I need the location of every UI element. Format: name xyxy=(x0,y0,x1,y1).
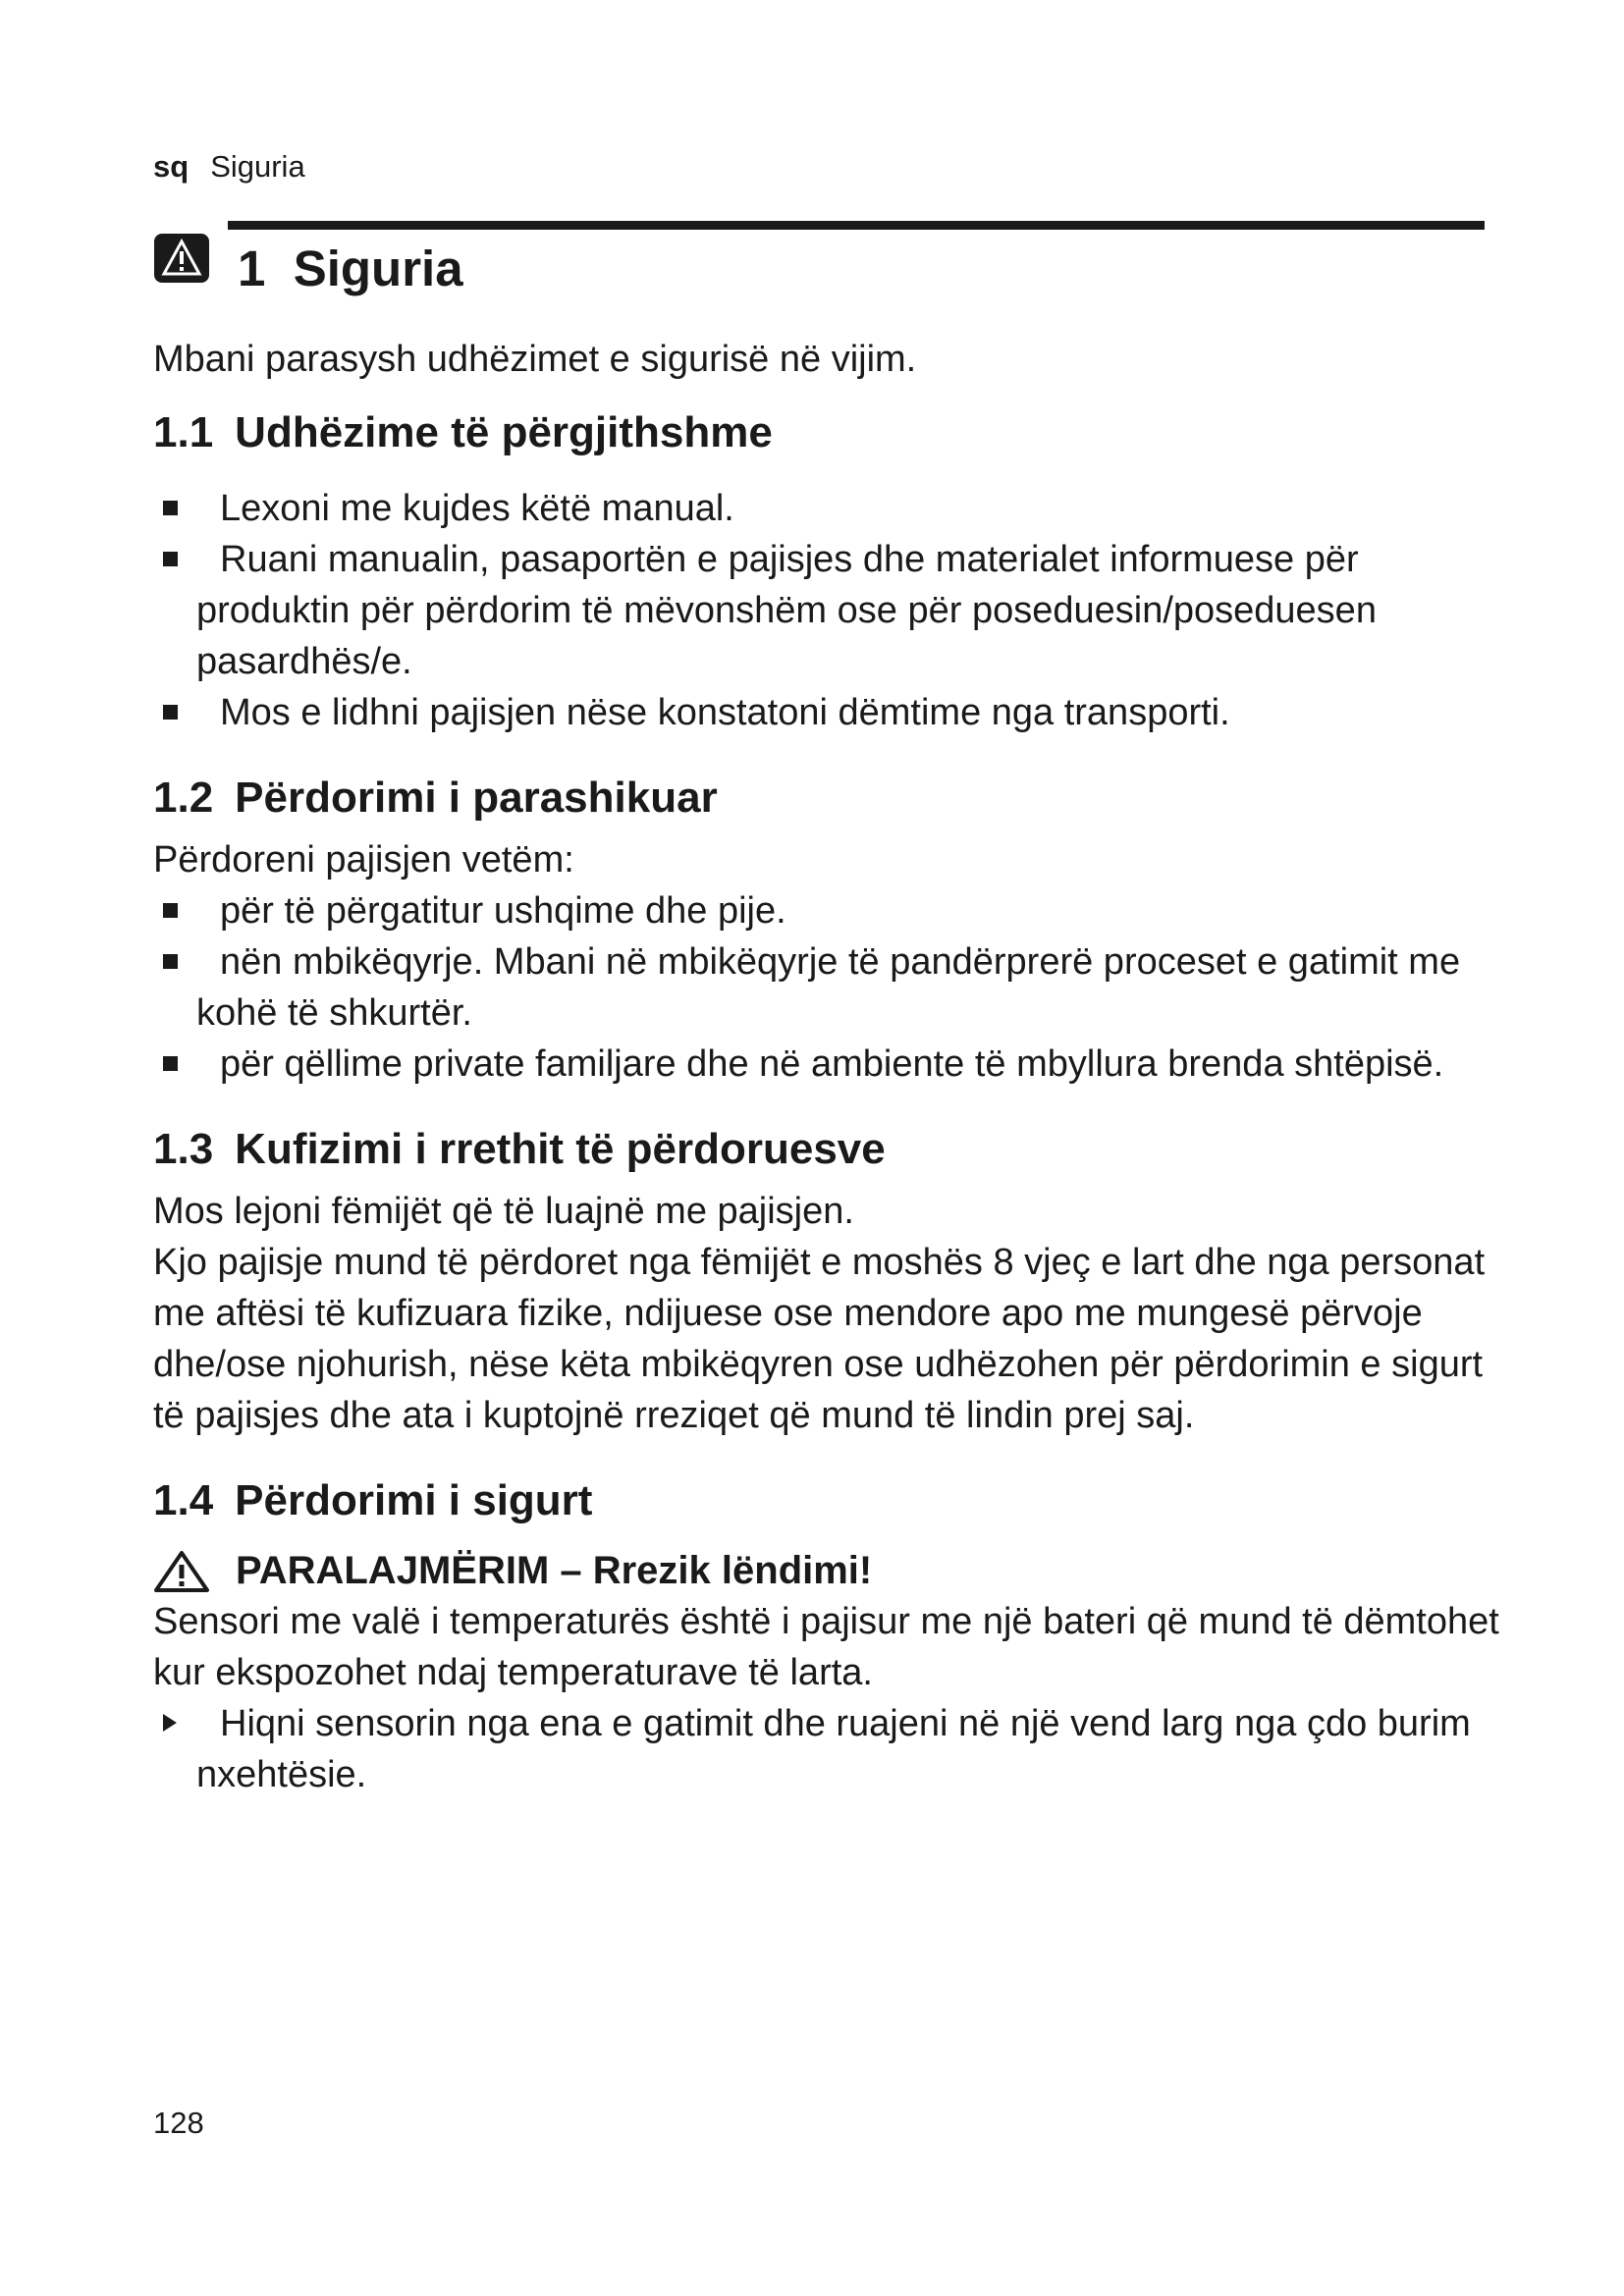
running-header xyxy=(153,149,305,185)
list-item-text: Mos e lidhni pajisjen nëse konstatoni dëmtime nga transporti. xyxy=(220,692,1230,733)
square-bullet-icon xyxy=(163,903,178,918)
section-number: 1.2 xyxy=(153,774,214,822)
page-content xyxy=(153,334,1508,1800)
action-step xyxy=(153,1698,1508,1800)
bullet-list xyxy=(153,885,1508,1090)
list-item xyxy=(153,885,1508,936)
list-item xyxy=(153,483,1508,534)
section-number: 1.1 xyxy=(153,408,214,456)
paragraph: Mos lejoni fëmijët që të luajnë me pajisjen. xyxy=(153,1191,854,1232)
language-code: sq xyxy=(153,149,189,184)
section-lead: Përdoreni pajisjen vetëm: xyxy=(153,839,574,881)
warning-text: Sensori me valë i temperaturës është i pajisur me një bateri që mund të dëmtohet kur ekspozohet ndaj temperaturave të larta. xyxy=(153,1601,1499,1693)
list-item xyxy=(153,936,1508,1039)
square-bullet-icon xyxy=(163,1056,178,1071)
section-heading xyxy=(153,772,1508,825)
square-bullet-icon xyxy=(163,552,178,566)
warning-heading xyxy=(153,1545,1508,1596)
section-number: 1.3 xyxy=(153,1125,214,1173)
section-title: Përdorimi i sigurt xyxy=(235,1476,593,1524)
chapter-title: 1 Siguria xyxy=(238,240,463,296)
section-title: Kufizimi i rrethit të përdoruesve xyxy=(235,1125,886,1173)
list-item-text: për qëllime private familjare dhe në ambiente të mbyllura brenda shtëpisë. xyxy=(220,1043,1444,1085)
list-item xyxy=(153,534,1508,687)
page-number: 128 xyxy=(153,2106,204,2140)
running-header-title: Siguria xyxy=(210,149,305,184)
section-heading xyxy=(153,406,1508,459)
bullet-list xyxy=(153,483,1508,738)
warning-triangle-icon xyxy=(153,233,210,284)
arrow-bullet-icon xyxy=(163,1714,177,1732)
section-title: Udhëzime të përgjithshme xyxy=(235,408,773,456)
warning-triangle-icon xyxy=(153,1550,210,1593)
list-item-text: Ruani manualin, pasaportën e pajisjes dhe materialet informuese për produktin për përdorim të mëvonshëm ose për poseduesin/poseduesen pasardhës/e. xyxy=(196,539,1377,682)
action-step-text: Hiqni sensorin nga ena e gatimit dhe ruajeni në një vend larg nga çdo burim nxehtësie. xyxy=(196,1703,1471,1795)
section-heading xyxy=(153,1123,1508,1176)
intro-text: Mbani parasysh udhëzimet e sigurisë në vijim. xyxy=(153,339,917,380)
list-item-text: për të përgatitur ushqime dhe pije. xyxy=(220,890,786,932)
square-bullet-icon xyxy=(163,501,178,515)
list-item xyxy=(153,1039,1508,1090)
paragraph: Kjo pajisje mund të përdoret nga fëmijët e moshës 8 vjeç e lart dhe nga personat me aftësi të kufizuara fizike, ndijuese ose mendore apo me mungesë përvoje dhe/ose njohurish, nëse këta mbikëqyren ose udhëzohen për përdorimin e sigurt të pajisjes dhe ata i kuptojnë rreziqet që mund të lindin prej saj. xyxy=(153,1242,1486,1436)
list-item xyxy=(153,687,1508,738)
section-number: 1.4 xyxy=(153,1476,214,1524)
list-item-text: nën mbikëqyrje. Mbani në mbikëqyrje të pandërprerë proceset e gatimit me kohë të shkurtër. xyxy=(196,941,1461,1034)
square-bullet-icon xyxy=(163,954,178,969)
section-heading xyxy=(153,1474,1508,1527)
list-item-text: Lexoni me kujdes këtë manual. xyxy=(220,488,734,529)
warning-title: PARALAJMËRIM – Rrezik lëndimi! xyxy=(236,1549,873,1592)
section-title: Përdorimi i parashikuar xyxy=(235,774,718,822)
chapter-rule xyxy=(228,221,1485,230)
square-bullet-icon xyxy=(163,705,178,720)
